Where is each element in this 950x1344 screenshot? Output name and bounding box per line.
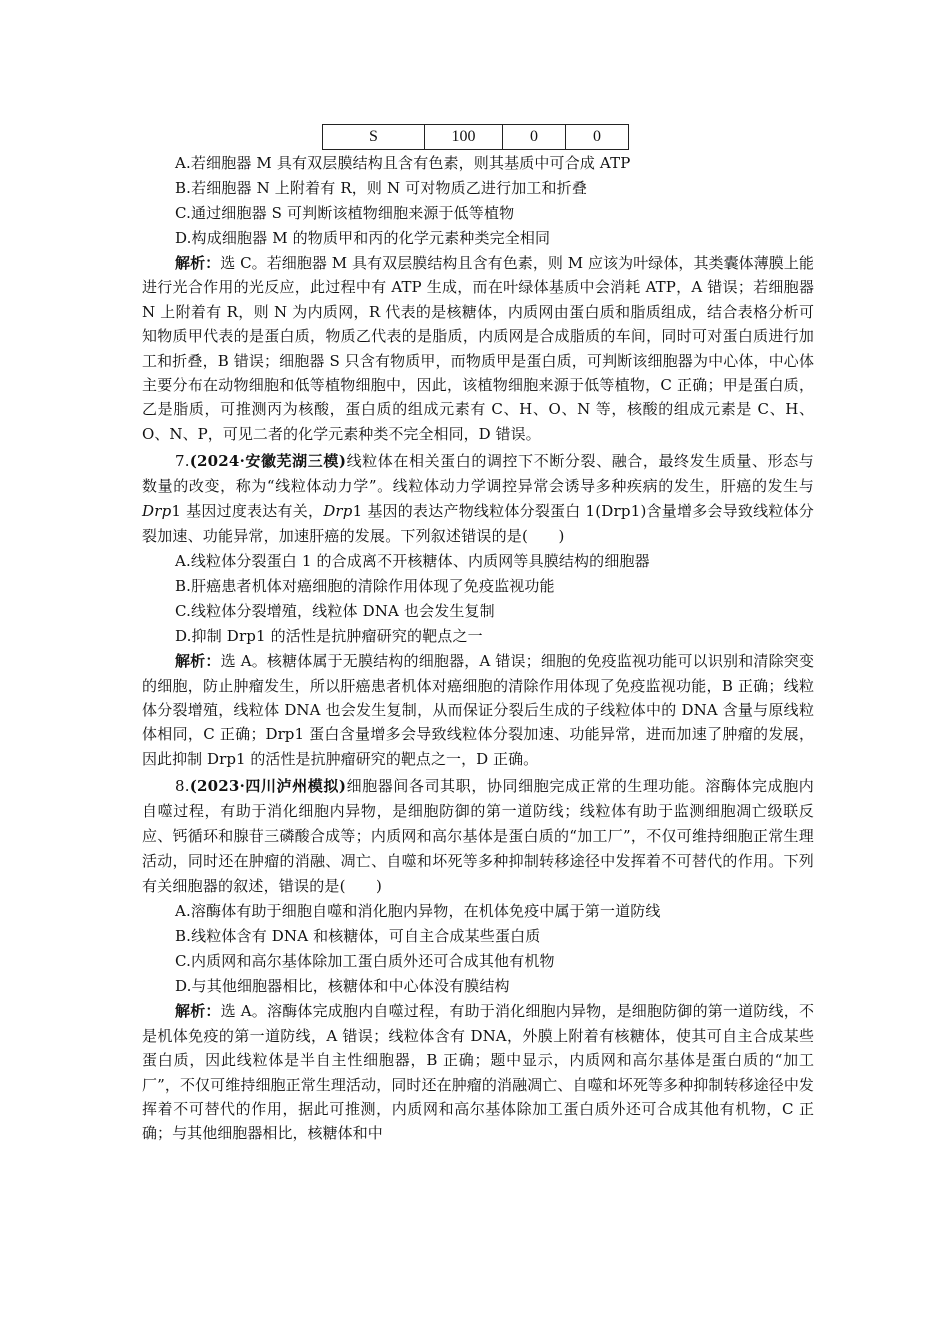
q8-stem-text: 细胞器间各司其职，协同细胞完成正常的生理功能。溶酶体完成胞内自噬过程，有助于消化细胞内异物，是细胞防御的第一道防线；线粒体有助于监测细胞凋亡级联反应、钙循环和腺苷三磷酸合成等；内质网和高尔基体是蛋白质的“加工厂”，不仅可维持细胞正常生理活动，同时还在肿瘤的消融、凋亡、自噬和坏死等多种抑制转移途径中发挥着不可替代的作用。下列有关细胞器的叙述，错误的是( ): [142, 777, 814, 896]
q8-analysis: [142, 999, 814, 1145]
q7-gene-name: Drp: [142, 502, 172, 521]
analysis-label: 解析：: [175, 652, 221, 671]
q7-option-d: D.抑制 Drp1 的活性是抗肿瘤研究的靶点之一: [175, 627, 483, 646]
q8-option-c: C.内质网和高尔基体除加工蛋白质外还可合成其他有机物: [175, 952, 555, 971]
q8-analysis-text: 选 A。溶酶体完成胞内自噬过程，有助于消化细胞内异物，是细胞防御的第一道防线，不是机体免疫的第一道防线，A 错误；线粒体含有 DNA，外膜上附着有核糖体，使其可自主合成某些蛋白质，因此线粒体是半自主性细胞器，B 正确；题中显示，内质网和高尔基体是蛋白质的“加工厂”，不仅可维持细胞正常生理活动，同时还在肿瘤的消融凋亡、自噬和坏死等多种抑制转移途径中发挥着不可替代的作用，据此可推测，内质网和高尔基体除加工蛋白质外还可合成其他有机物，C 正确；与其他细胞器相比，核糖体和中: [142, 1002, 815, 1143]
q6-option-d: D.构成细胞器 M 的物质甲和丙的化学元素种类完全相同: [175, 229, 551, 247]
analysis-label: 解析：: [175, 1002, 221, 1021]
table-cell-substance-a: 100: [425, 125, 503, 150]
table-cell-substance-c: 0: [566, 125, 629, 150]
q6-option-a: A.若细胞器 M 具有双层膜结构且含有色素，则其基质中可合成 ATP: [175, 154, 631, 172]
q7-stem: [142, 449, 814, 549]
q8-option-b: B.线粒体含有 DNA 和核糖体，可自主合成某些蛋白质: [175, 927, 541, 946]
table-row: [323, 125, 629, 150]
q8-option-d: D.与其他细胞器相比，核糖体和中心体没有膜结构: [175, 977, 510, 996]
q7-option-a: A.线粒体分裂蛋白 1 的合成离不开核糖体、内质网等具膜结构的细胞器: [175, 552, 650, 571]
q7-option-c: C.线粒体分裂增殖，线粒体 DNA 也会发生复制: [175, 602, 495, 621]
q7-stem-text: 1 基因过度表达有关，: [171, 502, 324, 521]
q7-stem-text: 1 基因的表达产物线粒体分裂蛋白 1(Drp1)含量增多会导致线粒体分裂加速、功能异常，加速肝癌的发展。下列叙述错误的是( ): [142, 502, 814, 546]
q7-stem-text: 线粒体在相关蛋白的调控下不断分裂、融合，最终发生质量、形态与数量的改变，称为“线粒体动力学”。线粒体动力学调控异常会诱导多种疾病的发生，肝癌的发生与: [142, 452, 814, 496]
q7-analysis-text: 选 A。核糖体属于无膜结构的细胞器，A 错误；细胞的免疫监视功能可以识别和清除突变的细胞，防止肿瘤发生，所以肝癌患者机体对癌细胞的清除作用体现了免疫监视功能，B 正确；线粒体分裂增殖，线粒体 DNA 也会发生复制，从而保证分裂后生成的子线粒体中的 DNA 含量与原线粒体相同，C 正确；Drp1 蛋白含量增多会导致线粒体分裂加速、功能异常，进而加速了肿瘤的发展，因此抑制 Drp1 的活性是抗肿瘤研究的靶点之一，D 正确。: [142, 652, 814, 768]
q8-stem: [142, 774, 814, 899]
table-cell-organelle: S: [323, 125, 425, 150]
q8-option-a: A.溶酶体有助于细胞自噬和消化胞内异物，在机体免疫中属于第一道防线: [175, 902, 661, 921]
q7-option-b: B.肝癌患者机体对癌细胞的清除作用体现了免疫监视功能: [175, 577, 555, 596]
q6-analysis-text: 选 C。若细胞器 M 具有双层膜结构且含有色素，则 M 应该为叶绿体，其类囊体薄膜上能进行光合作用的光反应，此过程中有 ATP 生成，而在叶绿体基质中会消耗 ATP，A 错误；若细胞器 N 上附着有 R，则 N 为内质网，R 代表的是核糖体，内质网由蛋白质和脂质组成，结合表格分析可知物质甲代表的是蛋白质，物质乙代表的是脂质，内质网是合成脂质的车间，同时可对蛋白质进行加工和折叠，B 错误；细胞器 S 只含有物质甲，而物质甲是蛋白质，可判断该细胞器为中心体，中心体主要分布在动物细胞和低等植物细胞中，因此，该植物细胞来源于低等植物，C 正确；甲是蛋白质，乙是脂质，可推测丙为核酸，蛋白质的组成元素有 C、H、O、N 等，核酸的组成元素是 C、H、O、N、P，可见二者的化学元素种类不完全相同，D 错误。: [142, 254, 814, 443]
q7-gene-name: Drp: [323, 502, 353, 521]
table-cell-substance-b: 0: [503, 125, 566, 150]
q6-option-b: B.若细胞器 N 上附着有 R，则 N 可对物质乙进行加工和折叠: [175, 179, 587, 197]
organelle-table-continued: [322, 124, 629, 150]
q7-analysis: [142, 649, 814, 771]
q7-number: 7.: [175, 452, 190, 471]
q8-number: 8.: [175, 777, 190, 796]
q6-analysis: [142, 251, 814, 446]
q7-source: (2024·安徽芜湖三模): [189, 452, 347, 471]
document-body: [142, 151, 814, 1146]
q6-option-c: C.通过细胞器 S 可判断该植物细胞来源于低等植物: [175, 204, 515, 222]
q8-source: (2023·四川泸州模拟): [189, 777, 347, 796]
analysis-label: 解析：: [175, 254, 221, 272]
